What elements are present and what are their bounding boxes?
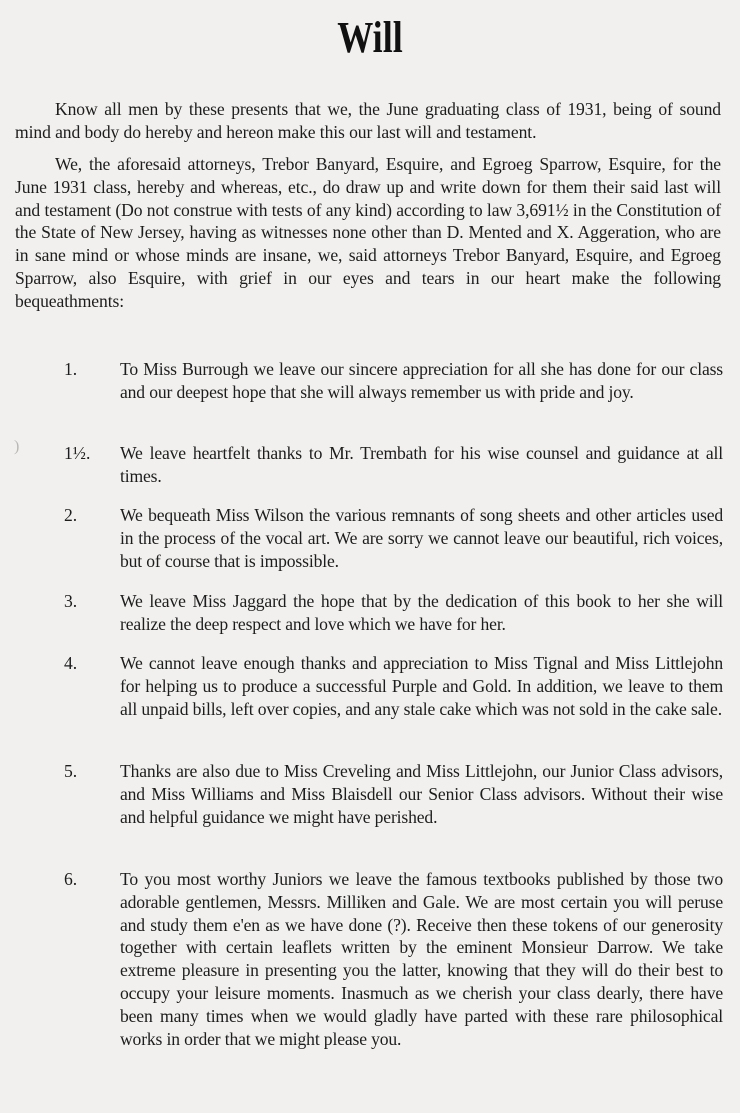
bequest-text: We leave heartfelt thanks to Mr. Trembath for his wise counsel and guidance at all times. [120, 443, 723, 486]
bequest-number: 6. [64, 869, 78, 889]
bequest-number: 3. [64, 591, 78, 611]
bequest-number: 5. [64, 761, 78, 781]
bequest-number: 1½. [64, 443, 91, 463]
bequest-text: To you most worthy Juniors we leave the famous textbooks published by those two adorable gentlemen, Messrs. Milliken and Gale. We are most certain you will peruse and study them e'en as we have done (?). Receive then these tokens of our generosity together with certain leaflets written by the eminent Monsieur Darrow. We take extreme pleasure in presenting you the latter, knowing that they will do their best to occupy your leisure moments. Inasmuch as we cherish your class dearly, there have been many times when we would gladly have parted with these rare philosophical works in order that we might please you. [120, 869, 723, 1049]
preamble-paragraph: Know all men by these presents that we, the June graduating class of 1931, being of sound mind and body do hereby and hereon make this our last will and testament. [15, 99, 721, 142]
paper-blemish-mark: ) [14, 438, 20, 455]
bequest-text: Thanks are also due to Miss Creveling and Miss Littlejohn, our Junior Class advisors, and Miss Williams and Miss Blaisdell our Senior Class advisors. Without their wise and helpful guidance we might have perished. [120, 761, 723, 827]
bequest-number: 1. [64, 359, 78, 379]
bequest-number: 2. [64, 505, 78, 525]
attorneys-paragraph: We, the aforesaid attorneys, Trebor Banyard, Esquire, and Egroeg Sparrow, Esquire, for the June 1931 class, hereby and whereas, etc., do draw up and write down for them their said last will and testament (Do not construe with tests of any kind) according to law 3,691½ in the Constitution of the State of New Jersey, having as witnesses none other than D. Mented and X. Aggeration, who are in sane mind or whose minds are insane, we, said attorneys Trebor Banyard, Esquire, and Egroeg Sparrow, also Esquire, with grief in our eyes and tears in our heart make the following bequeathments: [15, 154, 721, 311]
bequest-text: We leave Miss Jaggard the hope that by the dedication of this book to her she will realize the deep respect and love which we have for her. [120, 591, 723, 634]
bequest-text: We bequeath Miss Wilson the various remnants of song sheets and other articles used in the process of the vocal art. We are sorry we cannot leave our beautiful, rich voices, but of course that is impossible. [120, 505, 723, 571]
bequest-text: We cannot leave enough thanks and appreciation to Miss Tignal and Miss Littlejohn for helping us to produce a successful Purple and Gold. In addition, we leave to them all unpaid bills, left over copies, and any stale cake which was not sold in the cake sale. [120, 653, 723, 719]
bequest-number: 4. [64, 653, 78, 673]
page-title: Will [337, 13, 403, 62]
bequest-text: To Miss Burrough we leave our sincere appreciation for all she has done for our class and our deepest hope that she will always remember us with pride and joy. [120, 359, 723, 402]
